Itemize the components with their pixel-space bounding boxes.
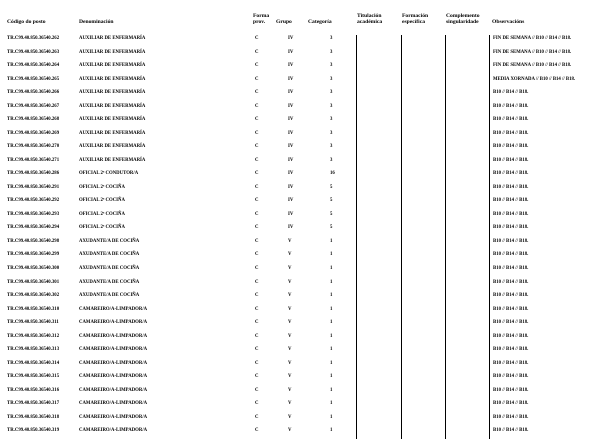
row-denominacion: CAMAREIRO/A-LIMPADOR/A [79, 374, 148, 380]
row-forma: C [255, 63, 259, 69]
row-forma: C [255, 428, 259, 434]
row-denominacion: CAMAREIRO/A-LIMPADOR/A [79, 347, 148, 353]
row-categoria: 1 [330, 387, 333, 393]
row-grupo: IV [288, 144, 294, 150]
row-code: TR.C99.40.850.36540.265 [7, 76, 60, 82]
row-categoria: 3 [330, 144, 333, 150]
row-forma: C [255, 333, 259, 339]
table-row [0, 36, 615, 49]
row-code: TR.C99.40.850.36540.317 [7, 401, 60, 407]
row-categoria: 1 [330, 333, 333, 339]
row-observacions: B10 // B14 // B18. [493, 157, 529, 163]
row-forma: C [255, 117, 259, 123]
row-observacions: B10 // B14 // B18. [493, 320, 529, 326]
row-forma: C [255, 157, 259, 163]
row-observacions: B10 // B14 // B18. [493, 279, 529, 285]
row-grupo: V [288, 279, 292, 285]
row-categoria: 1 [330, 238, 333, 244]
row-code: TR.C99.40.850.36540.318 [7, 414, 60, 420]
row-grupo: V [288, 414, 292, 420]
row-grupo: V [288, 360, 292, 366]
row-categoria: 3 [330, 117, 333, 123]
row-grupo: IV [288, 171, 294, 177]
row-grupo: V [288, 320, 292, 326]
table-row [0, 171, 615, 184]
row-observacions: B10 // B14 // B18. [493, 306, 529, 312]
row-code: TR.C99.40.850.36540.294 [7, 225, 60, 231]
row-observacions: B10 // B14 // B18. [493, 198, 529, 204]
row-categoria: 1 [330, 266, 333, 271]
table-row [0, 239, 615, 252]
row-observacions: B10 // B14 // B18. [493, 117, 529, 123]
row-observacions: B10 // B14 // B18. [493, 266, 529, 271]
table-row [0, 320, 615, 333]
header-titulacion: Titulación académica [357, 13, 383, 26]
table-row [0, 77, 615, 90]
row-observacions: B10 // B14 // B18. [493, 184, 529, 190]
row-grupo: IV [288, 157, 294, 163]
row-denominacion: CAMAREIRO/A-LIMPADOR/A [79, 306, 148, 312]
row-categoria: 5 [330, 211, 333, 217]
row-observacions: B10 // B14 // B18. [493, 90, 529, 96]
row-grupo: IV [288, 198, 294, 204]
table-row [0, 374, 615, 387]
row-observacions: B10 // B14 // B18. [493, 414, 529, 420]
row-code: TR.C99.40.850.36540.300 [7, 266, 60, 271]
row-observacions: FIN DE SEMANA // B10 // B14 // B18. [493, 63, 572, 69]
row-categoria: 1 [330, 347, 333, 353]
row-grupo: V [288, 333, 292, 339]
row-denominacion: AUXILIAR DE ENFERMARÍA [79, 157, 146, 163]
table-row [0, 307, 615, 320]
table-row [0, 252, 615, 265]
row-categoria: 3 [330, 63, 333, 69]
row-categoria: 3 [330, 157, 333, 163]
row-code: TR.C99.40.850.36540.291 [7, 184, 60, 190]
row-denominacion: CAMAREIRO/A-LIMPADOR/A [79, 414, 148, 420]
row-observacions: B10 // B14 // B18. [493, 360, 529, 366]
row-forma: C [255, 401, 259, 407]
row-denominacion: AUXILIAR DE ENFERMARÍA [79, 90, 146, 96]
row-categoria: 3 [330, 103, 333, 109]
row-denominacion: CAMAREIRO/A-LIMPADOR/A [79, 387, 148, 393]
row-denominacion: AUXILIAR DE ENFERMARÍA [79, 49, 146, 55]
row-categoria: 3 [330, 130, 333, 136]
table-row [0, 90, 615, 103]
row-code: TR.C99.40.850.36540.313 [7, 347, 60, 353]
header-complemento: Complemento singularidade [446, 13, 480, 26]
row-code: TR.C99.40.850.36540.263 [7, 49, 60, 55]
row-denominacion: AUXILIAR DE ENFERMARÍA [79, 130, 146, 136]
row-code: TR.C99.40.850.36540.264 [7, 63, 60, 69]
header-grupo: Grupo [276, 19, 292, 25]
table-row [0, 158, 615, 171]
row-code: TR.C99.40.850.36540.286 [7, 171, 60, 177]
row-denominacion: AUXILIAR DE ENFERMARÍA [79, 36, 146, 41]
row-observacions: B10 // B14 // B18. [493, 252, 529, 258]
row-observacions: B10 // B14 // B18. [493, 387, 529, 393]
row-code: TR.C99.40.850.36540.312 [7, 333, 60, 339]
row-grupo: V [288, 401, 292, 407]
row-categoria: 3 [330, 90, 333, 96]
row-grupo: V [288, 252, 292, 258]
row-categoria: 3 [330, 36, 333, 41]
row-categoria: 3 [330, 49, 333, 55]
row-grupo: V [288, 293, 292, 299]
row-categoria: 1 [330, 374, 333, 380]
row-forma: C [255, 347, 259, 353]
row-denominacion: AUXILIAR DE ENFERMARÍA [79, 144, 146, 150]
row-forma: C [255, 414, 259, 420]
row-grupo: V [288, 387, 292, 393]
row-denominacion: AXUDANTE/A DE COCIÑA [79, 252, 140, 258]
table-row [0, 131, 615, 144]
row-code: TR.C99.40.850.36540.267 [7, 103, 60, 109]
row-categoria: 5 [330, 184, 333, 190]
row-categoria: 1 [330, 293, 333, 299]
row-code: TR.C99.40.850.36540.262 [7, 36, 60, 41]
row-code: TR.C99.40.850.36540.269 [7, 130, 60, 136]
table-row [0, 144, 615, 157]
row-observacions: B10 // B14 // B18. [493, 401, 529, 407]
header-forma: Forma prov. [253, 13, 270, 26]
row-forma: C [255, 266, 259, 271]
row-observacions: B10 // B14 // B18. [493, 238, 529, 244]
row-denominacion: AXUDANTE/A DE COCIÑA [79, 279, 140, 285]
row-categoria: 1 [330, 360, 333, 366]
row-code: TR.C99.40.850.36540.293 [7, 211, 60, 217]
row-observacions: B10 // B14 // B18. [493, 293, 529, 299]
table-row [0, 185, 615, 198]
row-code: TR.C99.40.850.36540.298 [7, 238, 60, 244]
table-row [0, 334, 615, 347]
table-row [0, 388, 615, 401]
row-observacions: B10 // B14 // B18. [493, 103, 529, 109]
row-denominacion: CAMAREIRO/A-LIMPADOR/A [79, 401, 148, 407]
row-code: TR.C99.40.850.36540.314 [7, 360, 60, 366]
row-observacions: B10 // B14 // B18. [493, 347, 529, 353]
header-observacions: Observacións [492, 19, 525, 25]
row-denominacion: OFICIAL 2ª COCIÑA [79, 225, 125, 231]
header-formacion: Formación específica [402, 13, 429, 26]
row-forma: C [255, 374, 259, 380]
row-observacions: FIN DE SEMANA // B10 // B14 // B18. [493, 36, 572, 41]
row-forma: C [255, 36, 259, 41]
row-denominacion: AUXILIAR DE ENFERMARÍA [79, 63, 146, 69]
table-row [0, 347, 615, 360]
row-forma: C [255, 252, 259, 258]
row-grupo: IV [288, 184, 294, 190]
row-code: TR.C99.40.850.36540.301 [7, 279, 60, 285]
row-forma: C [255, 76, 259, 82]
row-categoria: 1 [330, 320, 333, 326]
table-row [0, 280, 615, 293]
table-row [0, 104, 615, 117]
row-grupo: IV [288, 103, 294, 109]
row-forma: C [255, 320, 259, 326]
row-grupo: IV [288, 130, 294, 136]
table-row [0, 293, 615, 306]
table-row [0, 225, 615, 238]
row-forma: C [255, 130, 259, 136]
row-denominacion: CAMAREIRO/A-LIMPADOR/A [79, 428, 148, 434]
row-categoria: 5 [330, 198, 333, 204]
row-forma: C [255, 49, 259, 55]
row-denominacion: AXUDANTE/A DE COCIÑA [79, 266, 140, 271]
table-row [0, 401, 615, 414]
header-codigo: Código do posto [7, 19, 46, 25]
row-code: TR.C99.40.850.36540.270 [7, 144, 60, 150]
row-forma: C [255, 198, 259, 204]
row-grupo: V [288, 428, 292, 434]
row-denominacion: AUXILIAR DE ENFERMARÍA [79, 76, 146, 82]
row-grupo: IV [288, 49, 294, 55]
row-forma: C [255, 211, 259, 217]
row-grupo: V [288, 238, 292, 244]
row-denominacion: OFICIAL 2ª CONDUTOR/A [79, 171, 139, 177]
row-forma: C [255, 238, 259, 244]
row-forma: C [255, 306, 259, 312]
row-categoria: 3 [330, 76, 333, 82]
row-grupo: IV [288, 76, 294, 82]
row-observacions: FIN DE SEMANA // B10 // B14 // B18. [493, 49, 572, 55]
row-denominacion: CAMAREIRO/A-LIMPADOR/A [79, 320, 148, 326]
row-forma: C [255, 387, 259, 393]
row-forma: C [255, 293, 259, 299]
row-observacions: B10 // B14 // B18. [493, 130, 529, 136]
row-denominacion: CAMAREIRO/A-LIMPADOR/A [79, 333, 148, 339]
row-grupo: IV [288, 63, 294, 69]
row-code: TR.C99.40.850.36540.315 [7, 374, 60, 380]
row-code: TR.C99.40.850.36540.311 [7, 320, 59, 326]
table-row [0, 361, 615, 374]
header-categoria: Categoría [308, 19, 332, 25]
table-row [0, 117, 615, 130]
row-denominacion: OFICIAL 2ª COCIÑA [79, 198, 125, 204]
row-categoria: 16 [330, 171, 335, 177]
row-code: TR.C99.40.850.36540.271 [7, 157, 60, 163]
row-denominacion: AUXILIAR DE ENFERMARÍA [79, 103, 146, 109]
row-forma: C [255, 103, 259, 109]
row-categoria: 1 [330, 428, 333, 434]
row-grupo: IV [288, 225, 294, 231]
row-observacions: B10 // B14 // B18. [493, 333, 529, 339]
row-observacions: B10 // B14 // B18. [493, 211, 529, 217]
row-forma: C [255, 144, 259, 150]
row-forma: C [255, 171, 259, 177]
row-code: TR.C99.40.850.36540.319 [7, 428, 60, 434]
table-row [0, 63, 615, 76]
row-forma: C [255, 225, 259, 231]
row-denominacion: AXUDANTE/A DE COCIÑA [79, 293, 140, 299]
row-code: TR.C99.40.850.36540.292 [7, 198, 60, 204]
row-observacions: B10 // B14 // B18. [493, 171, 529, 177]
row-categoria: 1 [330, 306, 333, 312]
row-code: TR.C99.40.850.36540.310 [7, 306, 60, 312]
row-denominacion: OFICIAL 2ª COCIÑA [79, 184, 125, 190]
row-code: TR.C99.40.850.36540.302 [7, 293, 60, 299]
row-observacions: B10 // B14 // B18. [493, 428, 529, 434]
row-categoria: 1 [330, 252, 333, 258]
row-grupo: IV [288, 36, 294, 41]
row-grupo: V [288, 347, 292, 353]
row-observacions: B10 // B14 // B18. [493, 374, 529, 380]
row-code: TR.C99.40.850.36540.316 [7, 387, 60, 393]
table-row [0, 198, 615, 211]
row-observacions: MEDIA XORNADA // B10 // B14 // B18. [493, 76, 576, 82]
table-row [0, 428, 615, 441]
row-denominacion: OFICIAL 2ª COCIÑA [79, 211, 125, 217]
row-categoria: 1 [330, 401, 333, 407]
row-categoria: 1 [330, 279, 333, 285]
row-code: TR.C99.40.850.36540.299 [7, 252, 60, 258]
row-grupo: V [288, 306, 292, 312]
row-grupo: V [288, 266, 292, 271]
row-observacions: B10 // B14 // B18. [493, 144, 529, 150]
table-row [0, 415, 615, 428]
row-code: TR.C99.40.850.36540.268 [7, 117, 60, 123]
row-categoria: 5 [330, 225, 333, 231]
header-denominacion: Denominación [79, 19, 114, 25]
row-grupo: V [288, 374, 292, 380]
row-forma: C [255, 279, 259, 285]
row-forma: C [255, 90, 259, 96]
table-row [0, 50, 615, 63]
row-forma: C [255, 184, 259, 190]
table-row [0, 212, 615, 225]
row-grupo: IV [288, 90, 294, 96]
row-forma: C [255, 360, 259, 366]
row-denominacion: AXUDANTE/A DE COCIÑA [79, 238, 140, 244]
row-observacions: B10 // B14 // B18. [493, 225, 529, 231]
row-denominacion: CAMAREIRO/A-LIMPADOR/A [79, 360, 148, 366]
row-denominacion: AUXILIAR DE ENFERMARÍA [79, 117, 146, 123]
row-code: TR.C99.40.850.36540.266 [7, 90, 60, 96]
table-row [0, 266, 615, 279]
row-grupo: IV [288, 211, 294, 217]
row-grupo: IV [288, 117, 294, 123]
row-categoria: 1 [330, 414, 333, 420]
